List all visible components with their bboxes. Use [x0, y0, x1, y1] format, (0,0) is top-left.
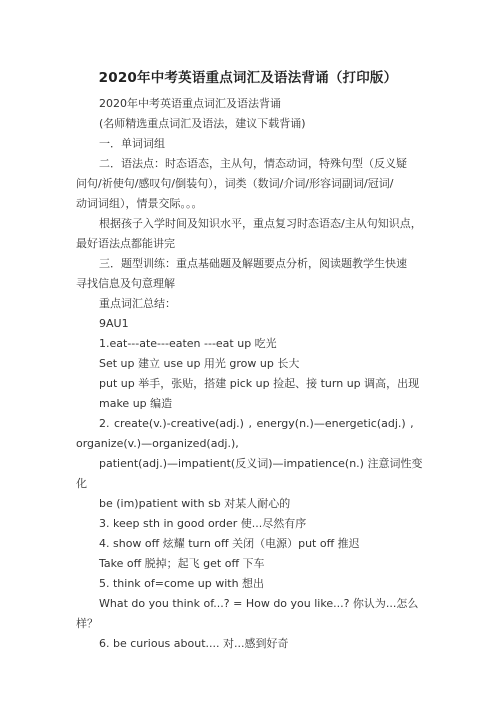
vocab-item: 6. be curious about.... 对...感到好奇 [99, 637, 289, 650]
section-heading-vocab: 一．单词词组 [99, 137, 165, 150]
vocab-item: put up 举手，张贴，搭建 pick up 捡起、接 turn up 调高，出现 [99, 377, 420, 390]
vocab-item: 2. create(v.)-creative(adj.) , energy(n.)—energetic(adj.) , [99, 417, 414, 430]
vocab-item: Take off 脱掉；起飞 get off 下车 [99, 557, 265, 570]
paragraph-line: 动词词组），情景交际。。。 [76, 197, 203, 210]
vocab-item: organize(v.)—organized(adj.), [76, 437, 239, 450]
vocab-item: 5. think of=come up with 想出 [99, 577, 265, 590]
vocab-item: 3. keep sth in good order 使...尽然有序 [99, 517, 307, 530]
paragraph-line: 问句/祈使句/感叹句/倒装句），词类（数词/介词/形容词副词/冠词/ [76, 177, 394, 190]
note-line: (名师精选重点词汇及语法，建议下载背诵) [99, 117, 306, 130]
vocab-summary-heading: 重点词汇总结： [99, 297, 176, 310]
vocab-item: patient(adj.)—impatient(反义词)—impatience(n.) 注意词性变 [99, 457, 423, 470]
vocab-item: What do you think of...? = How do you like...? 你认为...怎么 [99, 597, 419, 610]
paragraph-line: 最好语法点都能讲完 [76, 237, 175, 250]
vocab-item: make up 编造 [99, 397, 173, 410]
document-title: 2020年中考英语重点词汇及语法背诵（打印版） [98, 70, 398, 86]
subtitle-line: 2020年中考英语重点词汇及语法背诵 [99, 97, 281, 110]
section-heading-practice: 三．题型训练：重点基础题及解题要点分析，阅读题教学生快速 [99, 257, 407, 270]
vocab-item: 样？ [76, 617, 98, 630]
paragraph-line: 根据孩子入学时间及知识水平，重点复习时态语态/主从句知识点， [99, 217, 422, 230]
unit-label: 9AU1 [99, 317, 129, 330]
vocab-item: be (im)patient with sb 对某人耐心的 [99, 497, 291, 510]
vocab-item: Set up 建立 use up 用光 grow up 长大 [99, 357, 300, 370]
vocab-item: 1.eat---ate---eaten ---eat up 吃光 [99, 337, 277, 350]
section-heading-grammar: 二．语法点：时态语态，主从句，情态动词，特殊句型（反义疑 [99, 157, 407, 170]
vocab-item: 化 [76, 477, 87, 490]
paragraph-line: 寻找信息及句意理解 [76, 277, 175, 290]
vocab-item: 4. show off 炫耀 turn off 关闭（电源）put off 推迟 [99, 537, 360, 550]
